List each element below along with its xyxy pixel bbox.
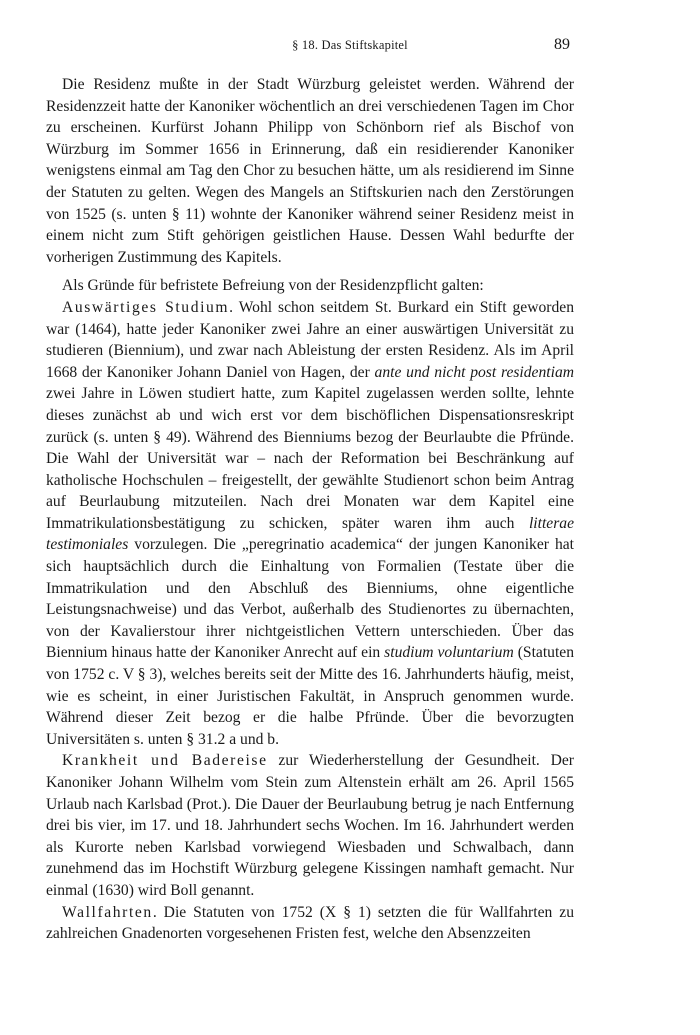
section-heading-studium: Auswärtiges Studium (62, 298, 230, 316)
italic-phrase: studium voluntarium (384, 644, 514, 662)
text-run: zur Wiederherstellung der Gesundheit. Der Kanoniker Johann Wilhelm vom Stein zum Altenstein erhält am 26. April 1565 Urlaub nach Karlsbad (Prot.). Die Dauer der Beurlaubung betrug je nach Entfernung drei bis vier, im 17. und 18. Jahrhundert sechs Wochen. Im 16. Jahrhundert werden als Kurorte neben Karlsbad vorwiegend Wiesbaden und Schwalbach, dann zunehmend das im Hochstift Würzburg gelegene Kissingen namhaft gemacht. Nur einmal (1630) wird Boll genannt. (46, 752, 574, 899)
text-run: (Statuten von 1752 c. V § 3), welches bereits seit der Mitte des 16. Jahrhunderts häufig, meist, wie es scheint, in einer Juristischen Fakultät, in Anspruch genommen wurde. Während dieser Zeit bezog er die halbe Pfründe. Über die bevorzugten Universitäten s. unten § 31.2 a und b. (46, 644, 574, 748)
paragraph-gruende: Als Gründe für befristete Befreiung von der Residenzpflicht galten: (62, 277, 484, 295)
paragraph-wallfahrten (46, 902, 574, 945)
paragraph-residenz: Die Residenz mußte in der Stadt Würzburg geleistet werden. Während der Residenzzeit hatte der Kanoniker wöchentlich an drei verschiedenen Tagen im Chor zu erscheinen. Kurfürst Johann Philipp von Schönborn rief als Bischof von Würzburg im Sommer 1656 in Erinnerung, daß ein residierender Kanoniker wenigstens einmal am Tag den Chor zu besuchen hätte, um als residierend im Sinne der Statuten zu gelten. Wegen des Mangels an Stiftskurien nach den Zerstörungen von 1525 (s. unten § 11) wohnte der Kanoniker während seiner Residenz meist in einem nicht zum Stift gehörigen geistlichen Hause. Dessen Wahl bedurfte der vorherigen Zustimmung des Kapitels. (46, 76, 574, 266)
page-header (0, 38, 700, 58)
paragraph-studium (46, 297, 574, 750)
text-run: zwei Jahre in Löwen studiert hatte, zum Kapitel zugelassen werden sollte, lehnte dieses zunächst ab und wich erst vor dem bischöflichen Dispensationsreskript zurück (s. unten § 49). Während des Bienniums bezog der Beurlaubte die Pfründe. Die Wahl der Universität war – nach der Reformation bei Beschränkung auf katholische Hochschulen – freigestellt, der gewählte Studienort schon beim Antrag auf Beurlaubung mitzuteilen. Nach drei Monaten war dem Kapitel eine Immatrikulationsbestätigung zu schicken, später waren ihm auch (46, 385, 574, 532)
text-run: . Wohl schon seitdem St. Burkard ein Stift geworden war (1464), hatte jeder Kanoniker zwei Jahre an einer auswärtigen Universität zu studieren (Biennium), und zwar nach Ableistung der ersten Residenz. Als im April 1668 der Kanoniker Johann Daniel von Hagen, der (46, 298, 574, 381)
italic-phrase: ante und nicht post residentiam (374, 363, 574, 381)
italic-phrase: litterae testimoniales (46, 514, 574, 554)
running-title: § 18. Das Stiftskapitel (292, 38, 408, 52)
paragraph-krankheit (46, 750, 574, 901)
page-number: 89 (554, 36, 570, 53)
text-run: . Die Statuten von 1752 (X § 1) setzten die für Wallfahrten zu zahlreichen Gnadenorten vorgesehenen Fristen fest, welche den Absenzzeiten (46, 903, 574, 943)
section-heading-wallfahrten: Wallfahrten (62, 903, 153, 921)
section-heading-krankheit: Krankheit und Badereise (62, 752, 268, 770)
body-text (46, 74, 574, 945)
text-run: vorzulegen. Die „peregrinatio academica“ der jungen Kanoniker hat sich hauptsächlich durch die Einhaltung von Formalien (Testate über die Immatrikulation und den Abschluß des Bienniums, ohne eigentliche Leistungsnachweise) und das Verbot, außerhalb des Studienortes zu übernachten, von der Kavalierstour ihrer nichtgeistlichen Vettern unterschieden. Über das Biennium hinaus hatte der Kanoniker Anrecht auf ein (46, 536, 574, 662)
